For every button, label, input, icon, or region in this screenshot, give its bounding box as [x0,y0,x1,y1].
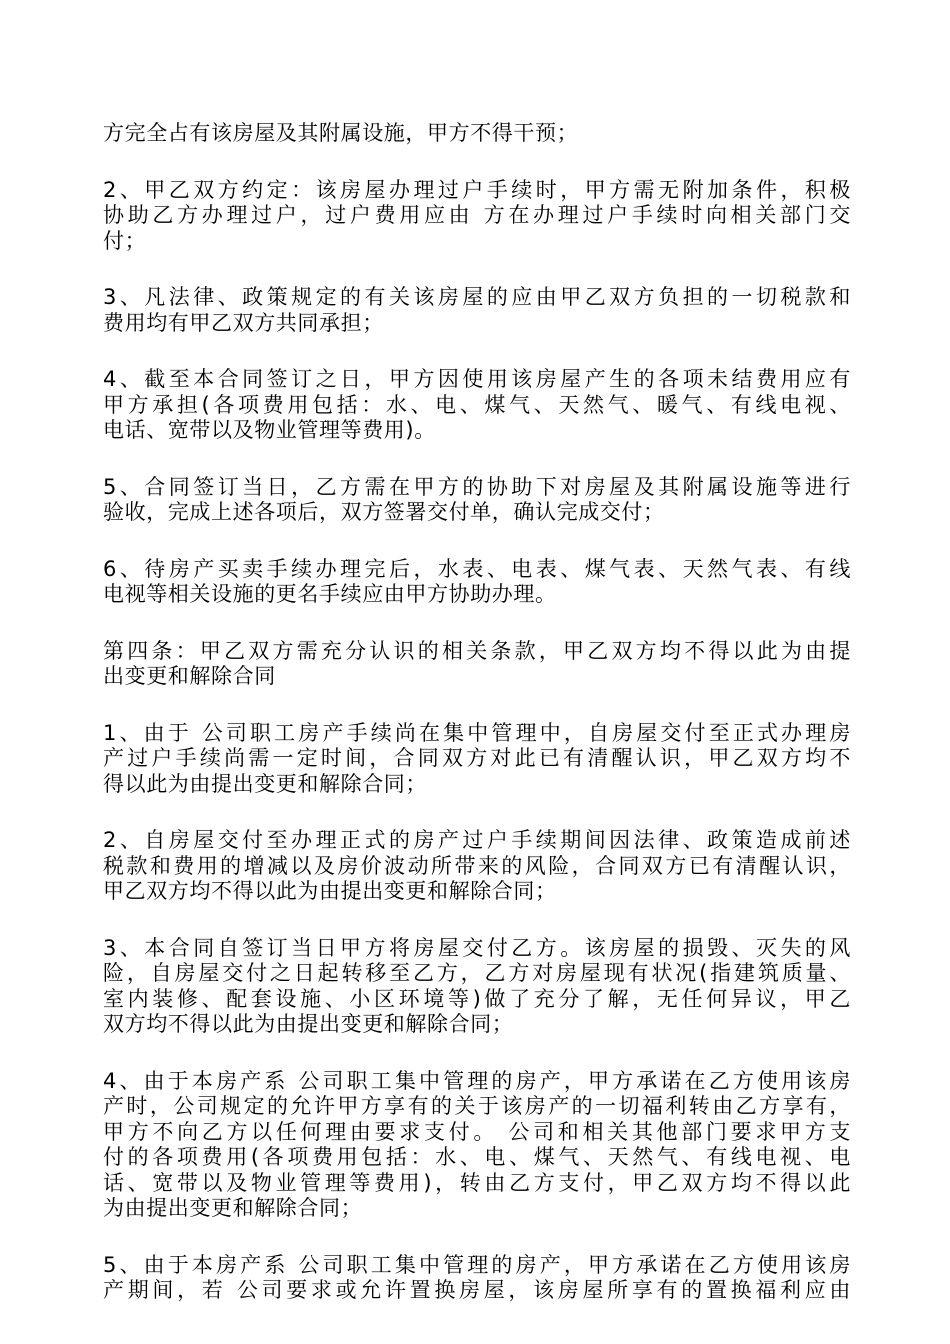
text-line: 得以此为由提出变更和解除合同； [103,771,427,796]
article-4-heading [103,639,851,690]
paragraph-article-4-item-2 [103,828,851,905]
text-line: 验收，完成上述各项后，双方签署交付单，确认完成交付； [103,500,665,524]
text-line: 双方均不得以此为由提出变更和解除合同； [103,1012,514,1036]
text-line: 险，自房屋交付之日起转移至乙方，乙方对房屋现有状况(指建筑质量、 [103,961,851,985]
text-line: 6、待房产买卖手续办理完后，水表、电表、煤气表、天然气表、有线 [103,556,851,581]
paragraph-clause-3 [103,285,851,336]
text-line: 方完全占有该房屋及其附属设施，甲方不得干预； [103,121,579,145]
paragraph-clause-2 [103,178,851,255]
text-line: 4、由于本房产系 公司职工集中管理的房产，甲方承诺在乙方使用该房 [103,1068,851,1093]
text-line: 1、由于 公司职工房产手续尚在集中管理中，自房屋交付至正式办理房 [103,720,851,745]
paragraph-article-4-item-5 [103,1253,851,1304]
text-line: 付的各项费用(各项费用包括：水、电、煤气、天然气、有线电视、电 [103,1145,851,1169]
paragraph-clause-4 [103,367,851,444]
text-line: 4、截至本合同签订之日，甲方因使用该房屋产生的各项未结费用应有 [103,367,851,391]
text-line: 费用均有甲乙双方共同承担； [103,310,384,335]
text-line: 电话、宽带以及物业管理等费用)。 [103,418,436,442]
text-line: 产时，公司规定的允许甲方享有的关于该房产的一切福利转由乙方享有， [103,1094,851,1118]
text-line: 甲方不向乙方以任何理由要求支付。 公司和相关其他部门要求甲方支 [103,1119,851,1144]
paragraph-article-4-item-4 [103,1069,851,1222]
paragraph-article-4-item-3 [103,936,851,1038]
text-line: 第四条：甲乙双方需充分认识的相关条款，甲乙双方均不得以此为由提 [103,638,851,663]
text-line: 2、自房屋交付至办理正式的房产过户手续期间因法律、政策造成前述 [103,828,851,852]
text-line: 2、甲乙双方约定：该房屋办理过户手续时，甲方需无附加条件，积极 [103,177,851,202]
text-line: 税款和费用的增减以及房价波动所带来的风险，合同双方已有清醒认识， [103,853,851,878]
text-line: 付； [103,228,147,253]
text-line: 电视等相关设施的更名手续应由甲方协助办理。 [103,582,557,606]
text-line: 产过户手续尚需一定时间，合同双方对此已有清醒认识，甲乙双方均不 [103,746,851,770]
paragraph-continuation [103,121,851,147]
text-line: 甲方承担(各项费用包括：水、电、煤气、天然气、暖气、有线电视、 [103,392,851,417]
text-line: 3、凡法律、政策规定的有关该房屋的应由甲乙双方负担的一切税款和 [103,285,851,309]
text-line: 5、合同签订当日，乙方需在甲方的协助下对房屋及其附属设施等进行 [103,474,851,499]
text-line: 为由提出变更和解除合同； [103,1196,363,1220]
text-line: 5、由于本房产系 公司职工集中管理的房产，甲方承诺在乙方使用该房 [103,1252,851,1277]
paragraph-clause-6 [103,557,851,608]
text-line: 3、本合同自签订当日甲方将房屋交付乙方。该房屋的损毁、灭失的风 [103,935,851,960]
paragraph-article-4-item-1 [103,721,851,798]
text-line: 话、宽带以及物业管理等费用)，转由乙方支付，甲乙双方均不得以此 [103,1170,851,1195]
text-line: 协助乙方办理过户，过户费用应由 方在办理过户手续时向相关部门交 [103,203,851,227]
text-line: 出变更和解除合同 [103,664,276,688]
text-line: 甲乙双方均不得以此为由提出变更和解除合同； [103,879,557,903]
paragraph-clause-5 [103,475,851,526]
text-line: 产期间，若 公司要求或允许置换房屋，该房屋所享有的置换福利应由 [103,1278,851,1302]
text-line: 室内装修、配套设施、小区环境等)做了充分了解，无任何异议，甲乙 [103,986,851,1011]
document-body [103,121,851,1335]
